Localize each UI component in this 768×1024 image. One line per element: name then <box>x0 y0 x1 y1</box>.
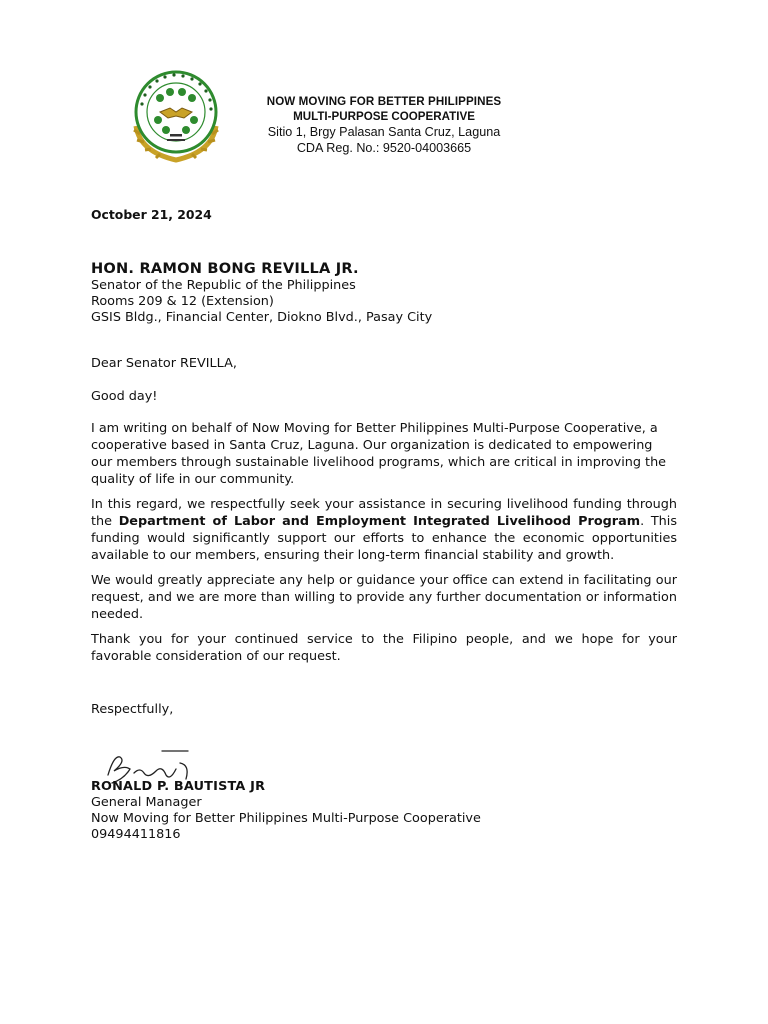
addressee-line-2: Rooms 209 & 12 (Extension) <box>91 294 274 309</box>
salutation: Dear Senator REVILLA, <box>91 356 237 371</box>
organization-type: MULTI-PURPOSE COOPERATIVE <box>293 110 475 123</box>
organization-address: Sitio 1, Brgy Palasan Santa Cruz, Laguna <box>267 125 501 139</box>
signer-name: RONALD P. BAUTISTA JR <box>91 779 266 794</box>
addressee-line-3: GSIS Bldg., Financial Center, Diokno Blvd., Pasay City <box>91 310 433 325</box>
body-paragraph-2 <box>91 496 677 564</box>
body-paragraph-1: I am writing on behalf of Now Moving for Better Philippines Multi-Purpose Cooperative, a cooperative based in Santa Cruz, Laguna. Our organization is dedicated to empowering our members through sustainable livelihood programs, which are critical in improving the quality of life in our community. <box>91 421 667 487</box>
body-paragraph-2-start: In this regard, we respectfully seek your assistance in securing livelihood funding through the <box>91 497 677 529</box>
closing: Respectfully, <box>91 702 174 717</box>
cooperative-seal-icon <box>118 64 234 164</box>
addressee-block <box>91 259 432 326</box>
signer-phone: 09494411816 <box>91 827 181 842</box>
addressee-name: HON. RAMON BONG REVILLA JR. <box>91 260 359 277</box>
greeting: Good day! <box>91 389 158 404</box>
registration-number: CDA Reg. No.: 9520-04003665 <box>296 141 472 155</box>
letter-body <box>91 420 677 673</box>
signer-title: General Manager <box>91 795 202 810</box>
letter-date: October 21, 2024 <box>91 207 212 222</box>
body-paragraph-4: Thank you for your continued service to the Filipino people, and we hope for your favorable consideration of our request. <box>91 632 677 664</box>
program-name: Department of Labor and Employment Integrated Livelihood Program <box>118 514 641 529</box>
body-paragraph-3: We would greatly appreciate any help or guidance your office can extend in facilitating our request, and we are more than willing to provide any further documentation or information needed. <box>91 573 677 622</box>
addressee-line-1: Senator of the Republic of the Philippines <box>91 278 356 293</box>
letterhead <box>234 94 534 156</box>
signer-organization: Now Moving for Better Philippines Multi-Purpose Cooperative <box>91 811 481 826</box>
organization-name: NOW MOVING FOR BETTER PHILIPPINES <box>266 95 502 108</box>
body-paragraph-2-end: . This funding would significantly support our efforts to enhance the economic opportunities available to our members, ensuring their long-term financial stability and growth. <box>91 514 677 563</box>
signer-block <box>91 779 481 843</box>
